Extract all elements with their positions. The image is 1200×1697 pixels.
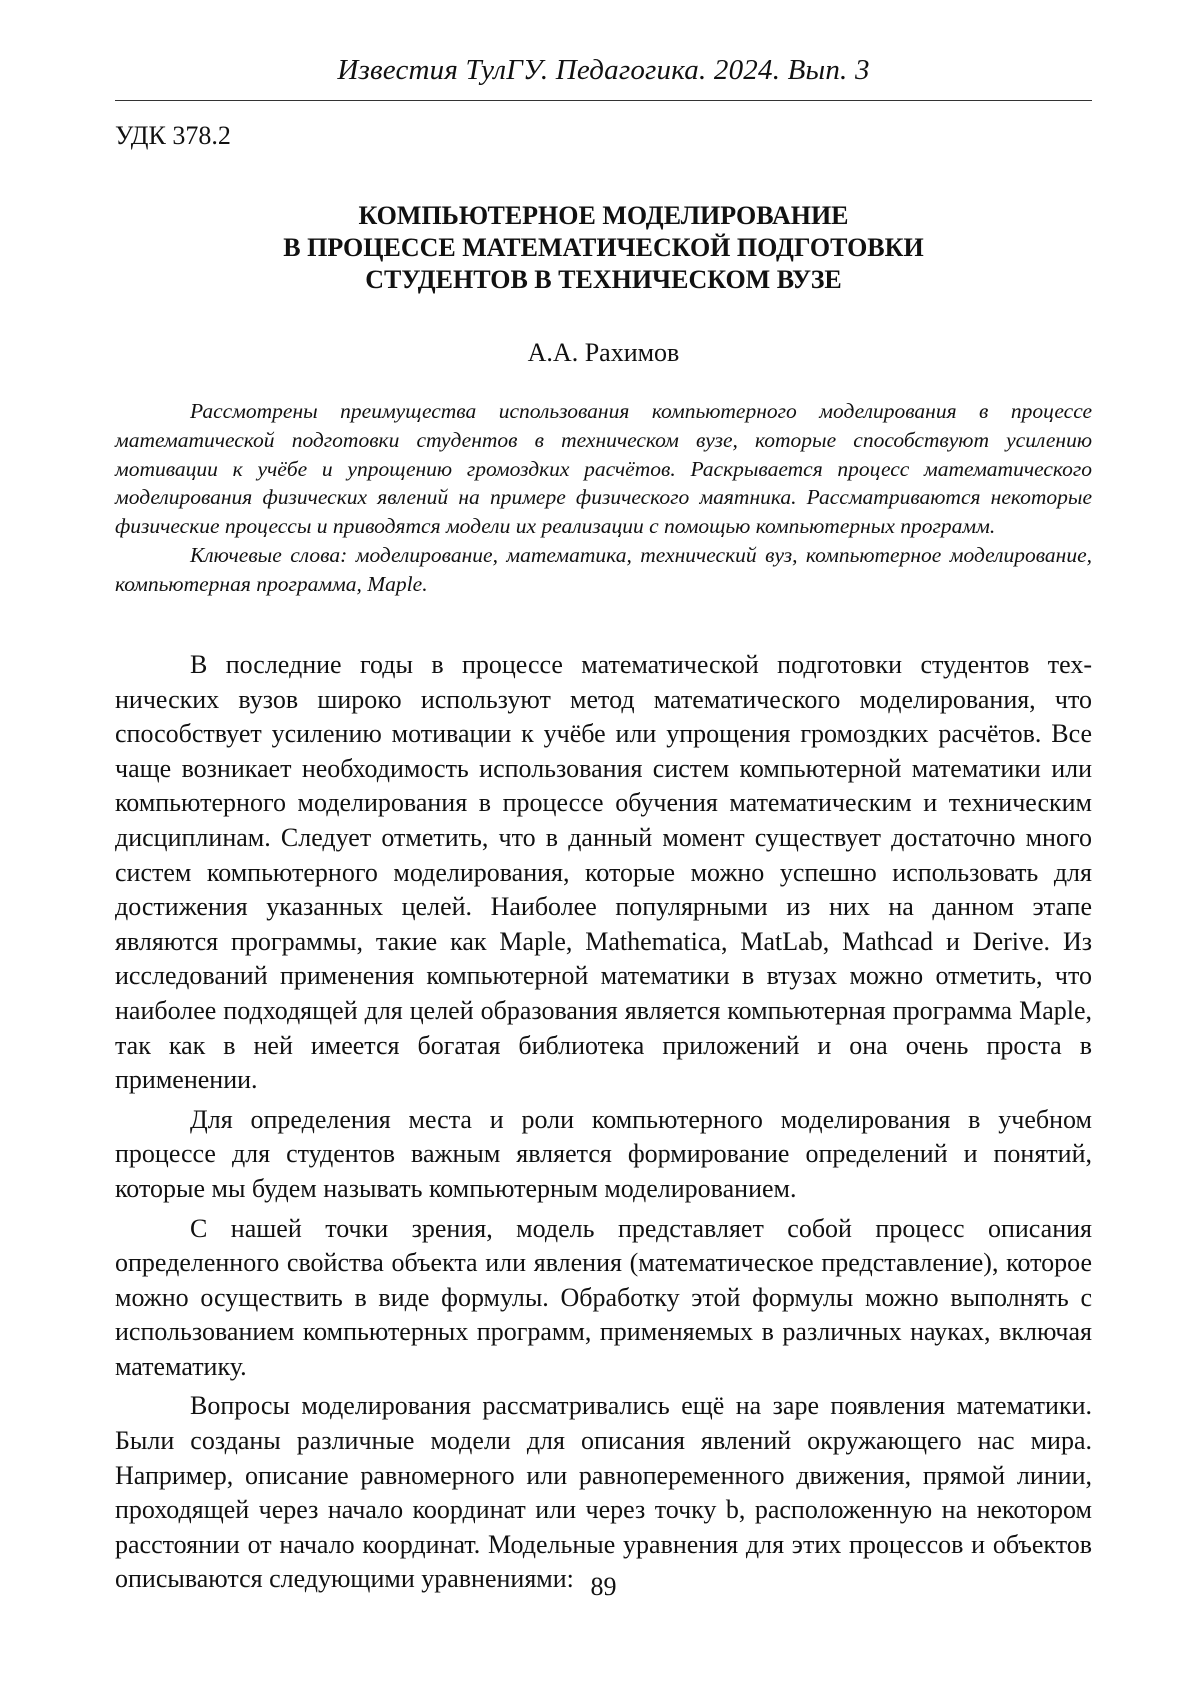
author-name: А.А. Рахимов bbox=[115, 336, 1092, 370]
header-divider bbox=[115, 100, 1092, 101]
body-paragraph: С нашей точки зрения, модель представляет собой процесс описания определенного свойства объекта или явления (математическое представление), которое можно осуществить в виде формулы. Обработку этой формулы можно выполнять с использованием компьютерных программ, применяемых в различ­ных науках, включая математику. bbox=[115, 1212, 1092, 1385]
title-line: В ПРОЦЕССЕ МАТЕМАТИЧЕСКОЙ ПОДГОТОВКИ bbox=[115, 232, 1092, 264]
title-line: КОМПЬЮТЕРНОЕ МОДЕЛИРОВАНИЕ bbox=[115, 200, 1092, 232]
journal-page bbox=[115, 0, 1092, 1697]
title-line: СТУДЕНТОВ В ТЕХНИЧЕСКОМ ВУЗЕ bbox=[115, 264, 1092, 296]
article-title bbox=[115, 200, 1092, 296]
body-paragraph: В последние годы в процессе математической подготовки студентов тех­нических вузов широко используют метод математического моделирования, что способствует усилению мотивации к учёбе или упрощения громоздких рас­чётов. Все чаще возникает необходимость использования систем компьютерной математики или компьютерного моделирования в процессе обучения математи­ческим и техническим дисциплинам. Следует отметить, что в данный момент существует достаточно много систем компьютерного моделирования, которые можно успешно использовать для достижения указанных целей. Наиболее по­пулярными из них на данном этапе являются программы, такие как Maple, Mathematica, MatLab, Mathcad и Derive. Из исследований применения компью­терной математики в втузах можно отметить, что наиболее подходящей для це­лей образования является компьютерная программа Maple, так как в ней имеет­ся богатая библиотека приложений и она очень проста в применении. bbox=[115, 648, 1092, 1098]
abstract bbox=[115, 397, 1092, 599]
article-body bbox=[115, 648, 1092, 1602]
abstract-text: Рассмотрены преимущества использования компьютерного моделирования в процес­се математической подготовки студентов в техническом вузе, которые способствуют усилению мотивации к учёбе и упрощению громоздких расчётов. Раскрывается процесс ма­тематического моделирования физических явлений на примере физического маятника. Рас­сматриваются некоторые физические процессы и приводятся модели их реализации с по­мощью компьютерных программ. bbox=[115, 397, 1092, 541]
page-number: 89 bbox=[115, 1570, 1092, 1604]
keywords: Ключевые слова: моделирование, математика, технический вуз, компьютерное моде­лирование, компьютерная программа, Maple. bbox=[115, 541, 1092, 599]
running-header: Известия ТулГУ. Педагогика. 2024. Вып. 3 bbox=[115, 50, 1092, 90]
udk-code: УДК 378.2 bbox=[115, 118, 231, 154]
body-paragraph: Для определения места и роли компьютерного моделирования в учебном процессе для студентов важным является формирование определений и поня­тий, которые мы будем называть компьютерным моделированием. bbox=[115, 1103, 1092, 1207]
body-paragraph: Вопросы моделирования рассматривались ещё на заре появления матема­тики. Были созданы различные модели для описания явлений окружающего нас мира. Например, описание равномерного или равнопеременного движения, прямой линии, проходящей через начало координат или через точку b, распо­ложенную на некотором расстоянии от начало координат. Модельные уравне­ния для этих процессов и объектов описываются следующими уравнениями: bbox=[115, 1389, 1092, 1597]
